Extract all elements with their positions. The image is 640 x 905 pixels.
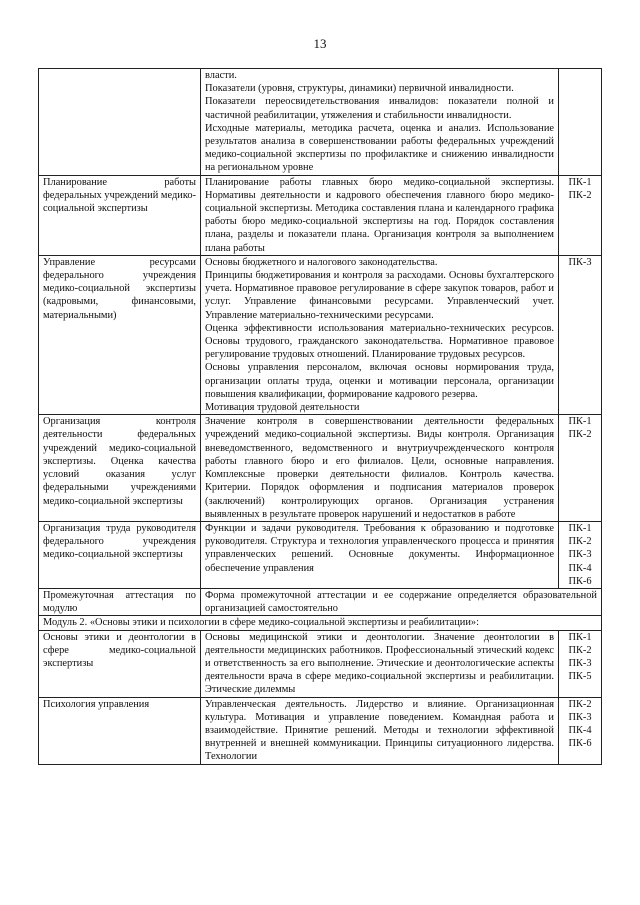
competence-cell xyxy=(559,175,602,255)
table-row xyxy=(39,255,602,414)
topic-cell-text: Психология управления xyxy=(43,698,150,710)
topic-cell xyxy=(39,175,201,255)
competence-cell-text: ПК-2 xyxy=(568,698,592,710)
topic-cell-text: Основы этики и деонтологии в сфере медико-социальной экспертизы xyxy=(43,631,196,669)
content-cell xyxy=(201,255,559,414)
content-cell-text: Форма промежуточной аттестации и ее содержание определяется образовательной организацией самостоятельно xyxy=(205,589,597,615)
competence-cell xyxy=(559,255,602,414)
table-row xyxy=(39,415,602,522)
competence-cell-text: ПК-2 xyxy=(568,189,592,201)
content-cell xyxy=(201,697,559,764)
content-cell xyxy=(201,630,559,697)
module-heading: Модуль 2. «Основы этики и психологии в сфере медико-социальной экспертизы и реабилитации»: xyxy=(39,616,602,630)
topic-cell-text: Планирование работы федеральных учреждений медико-социальной экспертизы xyxy=(43,176,196,215)
content-cell-text: Принципы бюджетирования и контроля за расходами. Основы бухгалтерского учета. Нормативное правовое регулирование в сфере закупок товаров, работ и услуг. Управление финансовыми ресурсами. Управленческий учет. Управление материально-техническими ресурсами. xyxy=(205,270,554,321)
table-row xyxy=(39,697,602,764)
topic-cell-text: Промежуточная аттестация по модулю xyxy=(43,589,196,615)
content-cell xyxy=(201,415,559,522)
topic-cell xyxy=(39,697,201,764)
competence-cell-text: ПК-2 xyxy=(568,536,592,548)
content-cell-text: Исходные материалы, методика расчета, оценка и анализ. Использование результатов анализа в совершенствовании работы федеральных учреждений медико-социальной экспертизы по профилактике и снижению инвалидности на региональном уровне xyxy=(205,122,554,174)
content-cell-text: Планирование работы главных бюро медико-социальной экспертизы. Нормативы деятельности и кадрового обеспечения главного бюро медико-социальной экспертизы. Методика составления плана и календарного графика работы бюро медико-социальной экспертизы на год. Порядок составления плана, разделы и показатели плана. Организация контроля за выполнением плана работы xyxy=(205,176,554,254)
content-cell-text: Основы бюджетного и налогового законодательства. xyxy=(205,256,438,268)
competence-cell xyxy=(559,630,602,697)
content-cell-text: Основы медицинской этики и деонтологии. Значение деонтологии в деятельности медицинских работников. Профессиональный этический кодекс и ответственность за его выполнение. Этические и деонтологические аспекты деятельности врача в сфере медико-социальной экспертизы и реабилитации. Этические дилеммы xyxy=(205,631,554,696)
content-cell-text: Мотивация трудовой деятельности xyxy=(205,402,360,414)
content-cell-text: власти. xyxy=(205,70,237,81)
table-row xyxy=(39,175,602,255)
topic-cell xyxy=(39,521,201,588)
content-cell-text: Оценка эффективности использования материально-технических ресурсов. Основы трудового, гражданского законодательства. Нормативное правовое регулирование трудовых отношений. Планирование трудовых ресурсов. xyxy=(205,322,554,361)
table-row xyxy=(39,69,602,176)
content-cell-text: Показатели переосвидетельствования инвалидов: показатели полной и частичной реабилитации, утяжеления и стабильности инвалидности. xyxy=(205,96,554,121)
competence-cell-text: ПК-6 xyxy=(568,575,592,587)
competence-cell-text: ПК-1 xyxy=(568,522,592,534)
topic-cell xyxy=(39,69,201,176)
topic-cell xyxy=(39,415,201,522)
competence-cell xyxy=(559,69,602,176)
content-cell-text: Показатели (уровня, структуры, динамики) первичной инвалидности. xyxy=(205,83,514,95)
competence-cell-text: ПК-1 xyxy=(568,176,592,188)
content-cell-text: Управленческая деятельность. Лидерство и влияние. Организационная культура. Мотивация и управление поведением. Командная работа и взаимодействие. Принятие решений. Методы и технологии эффективной внутренней и внешней коммуникации. Принципы ситуационного лидерства. Технологии xyxy=(205,698,554,763)
page-number: 13 xyxy=(313,36,327,51)
competence-cell-text: ПК-3 xyxy=(568,711,592,723)
competence-cell-text: ПК-2 xyxy=(568,644,592,656)
content-cell-text: Значение контроля в совершенствовании деятельности федеральных учреждений медико-социальной экспертизы. Виды контроля. Организация вневедомственного, ведомственного и внутриучрежденческого контроля работы главного бюро и его филиалов. Цели, основные направления. Комплексные проверки деятельности филиалов. Контроль качества. Критерии. Порядок оформления и подписания материалов проверок (заключений) контролирующих органов. Организация устранения выявленных в результате проверок нарушений и недостатков в работе xyxy=(205,416,554,520)
topic-cell xyxy=(39,255,201,414)
competence-cell xyxy=(559,415,602,522)
competence-cell-text: ПК-4 xyxy=(568,724,592,736)
content-cell xyxy=(201,521,559,588)
content-cell-text: Функции и задачи руководителя. Требования к образованию и подготовке руководителя. Структура и технология управленческого процесса и принятия управленческих решений. Основные документы. Информационное обеспечение управления xyxy=(205,522,554,574)
content-cell-text: Основы управления персоналом, включая основы нормирования труда, организации оплаты труда, оценки и мотивации персонала, организации повышения квалификации, формирование кадрового резерва. xyxy=(205,362,554,400)
competence-cell-text: ПК-4 xyxy=(568,562,592,574)
competence-cell xyxy=(559,697,602,764)
topic-cell-text: Организация труда руководителя федерального учреждения медико-социальной экспертизы xyxy=(43,522,196,561)
competence-cell-text: ПК-1 xyxy=(568,631,592,643)
table-row xyxy=(39,588,602,615)
topic-cell xyxy=(39,630,201,697)
curriculum-table xyxy=(38,68,602,765)
competence-cell xyxy=(559,521,602,588)
competence-cell-text: ПК-5 xyxy=(568,671,592,683)
competence-cell-text: ПК-6 xyxy=(568,738,592,750)
table-row xyxy=(39,630,602,697)
topic-cell-text: Организация контроля деятельности федеральных учреждений медико-социальной экспертизы. Оценка качества условий оказания услуг федеральными учреждениями медико-социальной экспертизы xyxy=(43,416,196,507)
module-heading-row xyxy=(39,616,602,630)
competence-cell-text: ПК-3 xyxy=(568,256,592,268)
topic-cell xyxy=(39,588,201,615)
competence-cell-text: ПК-1 xyxy=(568,416,592,428)
content-cell xyxy=(201,175,559,255)
competence-cell-text: ПК-3 xyxy=(568,657,592,669)
content-cell xyxy=(201,69,559,176)
topic-cell-text: Управление ресурсами федерального учреждения медико-социальной экспертизы (кадровыми, финансовыми, материальными) xyxy=(43,256,196,321)
competence-cell-text: ПК-2 xyxy=(568,429,592,441)
competence-cell-text: ПК-3 xyxy=(568,549,592,561)
table-row xyxy=(39,521,602,588)
content-cell xyxy=(201,588,602,615)
